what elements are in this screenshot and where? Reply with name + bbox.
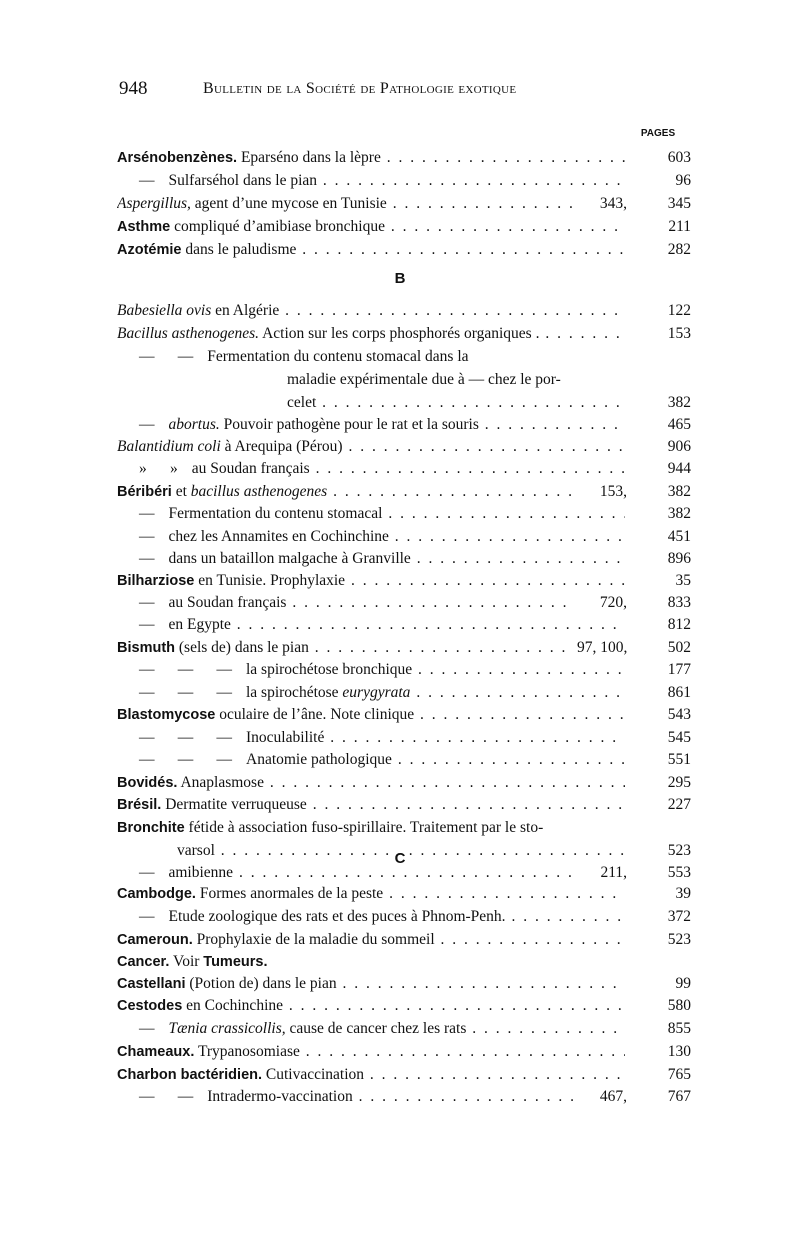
page-reference: 523: [643, 929, 691, 951]
ditto-mark: —: [139, 505, 155, 522]
ditto-mark: —: [139, 616, 155, 633]
page-reference: 211: [643, 216, 691, 238]
ditto-mark: » »: [139, 460, 178, 477]
page-reference: 295: [643, 772, 691, 794]
index-entry: [117, 883, 691, 905]
entry-keyword: Chameaux.: [117, 1044, 195, 1060]
page-reference: 855: [643, 1018, 691, 1040]
entry-keyword: Asthme: [117, 219, 171, 235]
entry-text: [117, 862, 573, 884]
entry-description: en Cochinchine: [182, 997, 284, 1014]
entry-text: [117, 1086, 573, 1108]
entry-description: celet: [287, 394, 317, 411]
entry-text: [117, 193, 573, 215]
entry-text: [177, 840, 625, 862]
page-reference: 812: [643, 614, 691, 636]
page-reference: 765: [643, 1064, 691, 1086]
entry-keyword: Bilharziose: [117, 573, 195, 589]
index-entry: [117, 772, 691, 794]
index-entry: [117, 414, 691, 436]
ditto-mark: — —: [139, 348, 194, 365]
entry-description: dans le paludisme: [181, 241, 297, 258]
index-entry: [117, 929, 691, 951]
entry-keyword: Bronchite: [117, 820, 185, 836]
ditto-mark: —: [139, 550, 155, 567]
page-reference: 767: [643, 1086, 691, 1108]
entry-text: [117, 239, 625, 261]
entry-text: [117, 481, 573, 503]
page-reference: 502: [643, 637, 691, 659]
entry-text: [117, 323, 625, 345]
index-entry: [117, 147, 691, 169]
entry-description: la spirochétose: [246, 684, 343, 701]
page-reference: 345: [643, 193, 691, 215]
section-letter-c: C: [394, 850, 406, 867]
entry-description: fétide à association fuso-spirillaire. Traitement par le sto-: [184, 819, 544, 836]
ditto-mark: — — —: [139, 684, 232, 701]
entry-description: en Tunisie. Prophylaxie: [194, 572, 346, 589]
page-number: 948: [119, 78, 148, 99]
index-entry: [117, 458, 691, 480]
page-reference: 372: [643, 906, 691, 928]
index-entry: [117, 704, 691, 726]
entry-description: Anatomie pathologique: [246, 751, 392, 768]
ditto-mark: —: [139, 594, 155, 611]
index-entry: [117, 727, 691, 749]
index-entry: [117, 346, 691, 368]
entry-text: [117, 1018, 625, 1040]
entry-description: Formes anormales de la peste: [195, 885, 384, 902]
entry-description: Etude zoologique des rats et des puces à Phnom-Penh.: [168, 908, 506, 925]
entry-description: Fermentation du contenu stomacal: [168, 505, 383, 522]
index-entry: [117, 300, 691, 322]
entry-description: compliqué d’amibiase bronchique: [170, 218, 385, 235]
page-reference: 282: [643, 239, 691, 261]
entry-description: la spirochétose bronchique: [246, 661, 413, 678]
extra-page-refs: 153,: [573, 481, 627, 503]
extra-page-refs: 211,: [573, 862, 627, 884]
page-reference: 833: [643, 592, 691, 614]
index-entry: [117, 817, 691, 839]
page-reference: 465: [643, 414, 691, 436]
index-entry: [117, 659, 691, 681]
entry-description: Sulfarséhol dans le pian: [168, 172, 318, 189]
ditto-mark: —: [139, 1020, 155, 1037]
index-entry: [117, 323, 691, 345]
entry-keyword: Bovidés.: [117, 775, 178, 791]
page-reference: 227: [643, 794, 691, 816]
entry-keyword: Brésil.: [117, 797, 162, 813]
entry-text: [117, 458, 625, 480]
section-letter-b: B: [394, 270, 406, 287]
entry-description: au Soudan français: [191, 460, 310, 477]
page-reference: 130: [643, 1041, 691, 1063]
entry-keyword: Béribéri: [117, 484, 172, 500]
index-entry: [117, 216, 691, 238]
ditto-mark: —: [139, 528, 155, 545]
entry-text: [117, 749, 625, 771]
entry-text: [117, 659, 625, 681]
entry-italic-term: Tænia crassicollis,: [168, 1020, 286, 1037]
page-reference: 861: [643, 682, 691, 704]
entry-text: [117, 1064, 625, 1086]
index-entry: [117, 682, 691, 704]
ditto-mark: — — —: [139, 729, 232, 746]
entry-text: [117, 929, 625, 951]
page-reference: 382: [643, 392, 691, 414]
entry-keyword: Cestodes: [117, 998, 183, 1014]
extra-page-refs: 720,: [573, 592, 627, 614]
page-reference: 382: [643, 481, 691, 503]
entry-description: en Egypte: [168, 616, 231, 633]
entry-description: Trypanosomiase: [194, 1043, 300, 1060]
entry-description: Inoculabilité: [246, 729, 325, 746]
entry-keyword: Charbon bactéridien.: [117, 1067, 263, 1083]
index-entry: [117, 973, 691, 995]
entry-keyword: Cancer.: [117, 954, 170, 970]
ditto-mark: —: [139, 864, 155, 881]
entry-description: au Soudan français: [168, 594, 287, 611]
index-entry: [117, 570, 691, 592]
page-reference: 122: [643, 300, 691, 322]
entry-italic-term: Babesiella ovis: [117, 302, 212, 319]
entry-text: [117, 300, 625, 322]
page-reference: 451: [643, 526, 691, 548]
index-entry: [117, 193, 691, 215]
entry-description: Action sur les corps phosphorés organiques .: [259, 325, 540, 342]
page-reference: 35: [643, 570, 691, 592]
index-entry: [117, 170, 691, 192]
entry-keyword: Azotémie: [117, 242, 182, 258]
entry-text: [117, 906, 625, 928]
entry-description: à Arequipa (Pérou): [220, 438, 343, 455]
entry-text: [117, 592, 573, 614]
entry-italic-term: bacillus asthenogenes: [190, 483, 328, 500]
entry-description: chez les Annamites en Cochinchine: [168, 528, 389, 545]
running-title: Bulletin de la Société de Pathologie exotique: [203, 80, 517, 97]
entry-text: [117, 973, 625, 995]
entry-description: et: [171, 483, 191, 500]
entry-cross-reference: Tumeurs.: [203, 954, 268, 970]
entry-text: [117, 548, 625, 570]
page-reference: 580: [643, 995, 691, 1017]
index-entry: [117, 481, 691, 503]
ditto-mark: —: [139, 172, 155, 189]
entry-keyword: Cameroun.: [117, 932, 193, 948]
page-reference: 896: [643, 548, 691, 570]
entry-text: [117, 883, 625, 905]
entry-description: amibienne: [168, 864, 234, 881]
entry-text: [117, 727, 625, 749]
entry-italic-term: Aspergillus,: [117, 195, 191, 212]
ditto-mark: —: [139, 416, 155, 433]
entry-text: [117, 570, 625, 592]
entry-text: [117, 216, 625, 238]
page-header: [119, 78, 689, 108]
page-reference: 944: [643, 458, 691, 480]
index-entry: [117, 614, 691, 636]
index-entry: [117, 1064, 691, 1086]
page-reference: 99: [643, 973, 691, 995]
entry-description: varsol: [177, 842, 215, 859]
ditto-mark: — — —: [139, 661, 232, 678]
entry-description: dans un bataillon malgache à Granville: [168, 550, 411, 567]
index-entry: [117, 1041, 691, 1063]
entry-text: [117, 794, 625, 816]
entry-keyword: Blastomycose: [117, 707, 216, 723]
page-reference: 153: [643, 323, 691, 345]
entry-text: [117, 147, 625, 169]
index-entry: [117, 995, 691, 1017]
entry-text: [117, 637, 573, 659]
entry-description: Fermentation du contenu stomacal dans la: [207, 348, 469, 365]
index-entry: [117, 548, 691, 570]
entry-text: [117, 682, 625, 704]
entry-keyword: Arsénobenzènes.: [117, 150, 238, 166]
entry-italic-term: Balantidium coli: [117, 438, 221, 455]
ditto-mark: — —: [139, 1088, 194, 1105]
entry-text: [117, 526, 625, 548]
entry-description: oculaire de l’âne. Note clinique: [215, 706, 415, 723]
entry-description: (sels de) dans le pian: [175, 639, 309, 656]
entry-text: [117, 951, 691, 973]
extra-page-refs: 467,: [573, 1086, 627, 1108]
index-entry: [117, 840, 691, 862]
entry-description: Voir: [169, 953, 204, 970]
extra-page-refs: 343,: [573, 193, 627, 215]
index-entry: [117, 1018, 691, 1040]
entry-text: [117, 346, 691, 368]
entry-text: [117, 772, 625, 794]
page-reference: 523: [643, 840, 691, 862]
index-entry: [117, 526, 691, 548]
entry-description: Dermatite verruqueuse: [161, 796, 307, 813]
entry-keyword: Bismuth: [117, 640, 175, 656]
index-entry: [117, 906, 691, 928]
index-entry: [117, 369, 691, 391]
entry-italic-term: abortus.: [168, 416, 220, 433]
index-entry: [117, 436, 691, 458]
entry-description: en Algérie: [211, 302, 280, 319]
pages-column-label: PAGES: [640, 128, 676, 139]
page-reference: 551: [643, 749, 691, 771]
entry-text: [117, 817, 691, 839]
entry-description: Pouvoir pathogène pour le rat et la souris: [219, 416, 479, 433]
extra-page-refs: 97, 100,: [573, 637, 627, 659]
entry-text: [117, 436, 625, 458]
ditto-mark: — — —: [139, 751, 232, 768]
index-entry: [117, 1086, 691, 1108]
entry-description: Intradermo-vaccination: [207, 1088, 353, 1105]
page-reference: 906: [643, 436, 691, 458]
entry-italic-term: eurygyrata: [342, 684, 411, 701]
entry-description: agent d’une mycose en Tunisie: [190, 195, 387, 212]
entry-italic-term: Bacillus asthenogenes.: [117, 325, 260, 342]
entry-description: Anaplasmose: [177, 774, 264, 791]
entry-description: Prophylaxie de la maladie du sommeil: [192, 931, 435, 948]
entry-description: (Potion de) dans le pian: [185, 975, 337, 992]
entry-text: [117, 503, 625, 525]
index-entry: [117, 592, 691, 614]
index-entry: [117, 637, 691, 659]
page-reference: 39: [643, 883, 691, 905]
ditto-mark: —: [139, 908, 155, 925]
entry-text: [117, 170, 625, 192]
entry-description: Cutivaccination: [262, 1066, 365, 1083]
entry-text: [117, 414, 625, 436]
page-reference: 603: [643, 147, 691, 169]
index-entry: [117, 392, 691, 414]
index-entry: [117, 503, 691, 525]
index-entry: [117, 794, 691, 816]
index-entry: [117, 862, 691, 884]
entry-text: [117, 704, 625, 726]
page-reference: 177: [643, 659, 691, 681]
page-reference: 553: [643, 862, 691, 884]
entry-description: maladie expérimentale due à — chez le por-: [287, 371, 561, 388]
index-entry: [117, 239, 691, 261]
entry-description: cause de cancer chez les rats: [285, 1020, 467, 1037]
index-entry: [117, 749, 691, 771]
entry-text: [117, 995, 625, 1017]
entry-text: [117, 1041, 625, 1063]
index-entry: [117, 951, 691, 973]
page-reference: 96: [643, 170, 691, 192]
page-reference: 543: [643, 704, 691, 726]
entry-description: Eparséno dans la lèpre: [237, 149, 381, 166]
entry-text: [287, 369, 691, 391]
entry-keyword: Castellani: [117, 976, 186, 992]
entry-keyword: Cambodge.: [117, 886, 196, 902]
page-reference: 545: [643, 727, 691, 749]
entry-text: [117, 614, 625, 636]
page-reference: 382: [643, 503, 691, 525]
entry-text: [287, 392, 625, 414]
